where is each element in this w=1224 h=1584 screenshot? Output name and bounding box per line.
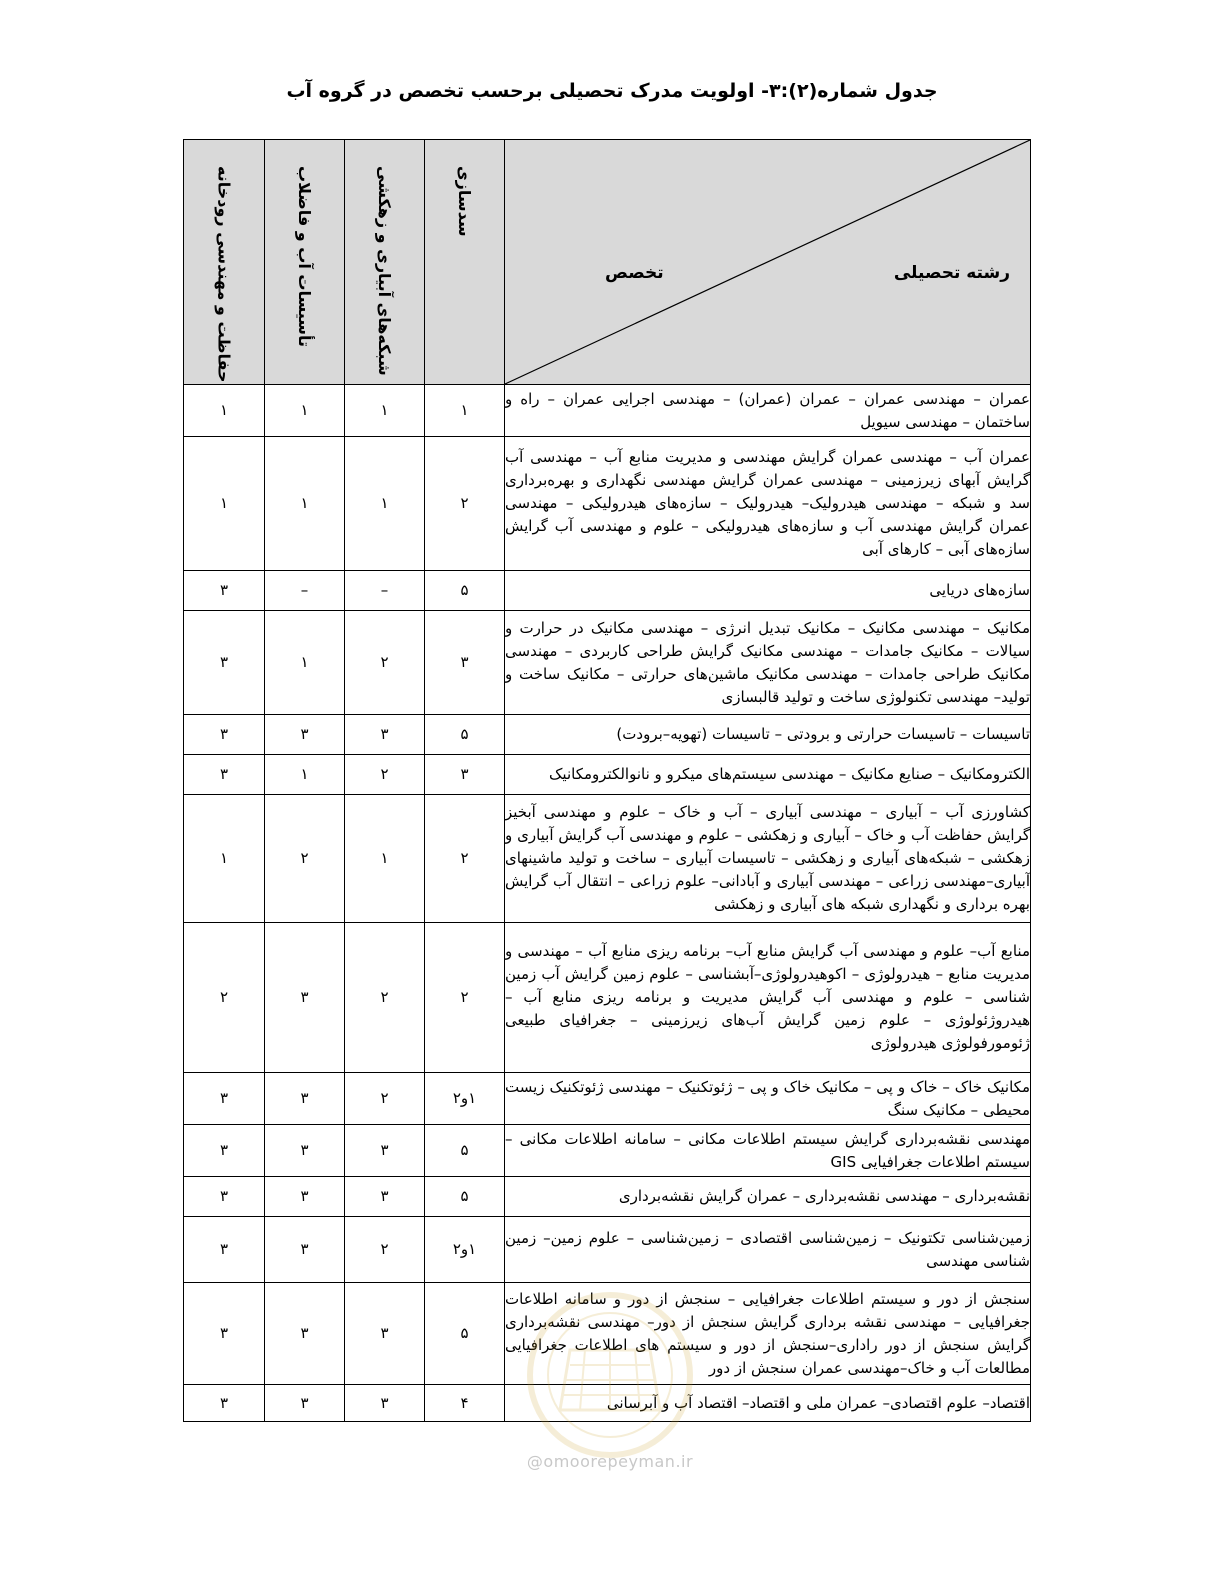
priority-cell: ۱ (345, 795, 425, 923)
field-cell: سنجش از دور و سیستم اطلاعات جغرافیایی – سنجش از دور و سامانه اطلاعات جغرافیایی – مهندسی نقشه برداری گرایش سنجش از دور– مهندسی نقشه‌برداری گرایش سنجش از دور راداری–سنجش از دور و سیستم های اطلاعات جغرافیایی مطالعات آب و خاک–مهندسی عمران سنجش از دور (505, 1283, 1031, 1385)
priority-cell: ۲ (345, 1217, 425, 1283)
priority-cell: – (345, 571, 425, 611)
field-cell: کشاورزی آب – آبیاری – مهندسی آبیاری – آب و خاک – علوم و مهندسی آبخیز گرایش حفاظت آب و خاک – آبیاری و زهکشی – علوم و مهندسی آب گرایش آبیاری و زهکشی – شبکه‌های آبیاری و زهکشی – تاسیسات آبیاری – ساخت و تولید ماشینهای آبیاری–مهندسی زراعی – مهندسی آبیاری و آبادانی– علوم زراعی – انتقال آب گرایش بهره برداری و نگهداری شبکه های آبیاری و زهکشی (505, 795, 1031, 923)
priority-cell: ۳ (345, 1177, 425, 1217)
table-row (184, 795, 1031, 923)
column-header-label: شبکه‌های آبیاری و زهکشی (375, 166, 394, 376)
specialty-label: تخصص (605, 263, 664, 283)
priority-cell: ۱ (184, 385, 265, 437)
field-cell: منابع آب– علوم و مهندسی آب گرایش منابع آب– برنامه ریزی منابع آب – مهندسی و مدیریت منابع – هیدرولوژی – اکوهیدرولوژی–آبشناسی – علوم زمین گرایش آب زمین شناسی – علوم و مهندسی آب گرایش مدیریت و برنامه ریزی منابع آب – هیدروژئولوژی – علوم زمین گرایش آب‌های زیرزمینی – جغرافیای طبیعی ژئومورفولوژی هیدرولوژی (505, 923, 1031, 1073)
priority-cell: ۵ (425, 1283, 505, 1385)
priority-cell: ۳ (184, 1217, 265, 1283)
column-header-irrigation (345, 140, 425, 385)
priority-cell: ۳ (184, 1283, 265, 1385)
priority-cell: ۵ (425, 1125, 505, 1177)
priority-cell: ۳ (265, 1177, 345, 1217)
priority-cell: ۱ (345, 385, 425, 437)
priority-cell: ۳ (265, 1217, 345, 1283)
watermark-logo (500, 1290, 720, 1460)
priority-cell: ۲ (265, 795, 345, 923)
field-cell: عمران – مهندسی عمران – عمران (عمران) – مهندسی اجرایی عمران – راه و ساختمان – مهندسی سیویل (505, 385, 1031, 437)
field-cell: عمران آب – مهندسی عمران گرایش مهندسی و مدیریت منابع آب – مهندسی آب گرایش آبهای زیرزمینی – مهندسی عمران گرایش مهندسی نگهداری و بهره‌برداری سد و شبکه – مهندسی هیدرولیک– هیدرولیک – سازه‌های هیدرولیکی – مهندسی عمران گرایش مهندسی آب و سازه‌های هیدرولیکی – علوم و مهندسی آب گرایش سازه‌های آبی – کارهای آبی (505, 437, 1031, 571)
column-header-label: حفاظت و مهندسی رودخانه (214, 166, 234, 383)
field-cell: اقتصاد– علوم اقتصادی– عمران ملی و اقتصاد– اقتصاد آب و آبرسانی (505, 1385, 1031, 1422)
column-header-label: تأسیسات آب و فاضلاب (295, 166, 314, 348)
table-header-row (184, 140, 1031, 385)
priority-cell: ۲ (425, 437, 505, 571)
column-header-dam (425, 140, 505, 385)
priority-cell: ۲ (345, 611, 425, 715)
table-row (184, 923, 1031, 1073)
watermark-text: @omoorepeyman.ir (526, 1452, 694, 1471)
priority-cell: ۲ (345, 1073, 425, 1125)
field-cell: مهندسی نقشه‌برداری گرایش سیستم اطلاعات مکانی – سامانه اطلاعات مکانی – سیستم اطلاعات جغرافیایی GIS (505, 1125, 1031, 1177)
table-row (184, 385, 1031, 437)
priority-cell: ۴ (425, 1385, 505, 1422)
field-of-study-label: رشته تحصیلی (893, 263, 1010, 283)
priority-cell: ۳ (265, 1125, 345, 1177)
field-cell: زمین‌شناسی تکتونیک – زمین‌شناسی اقتصادی – زمین‌شناسی – علوم زمین– زمین شناسی مهندسی (505, 1217, 1031, 1283)
priority-cell: ۳ (345, 1385, 425, 1422)
priority-cell: ۱ (265, 611, 345, 715)
table-row (184, 611, 1031, 715)
priority-cell: ۳ (184, 1177, 265, 1217)
priority-cell: ۱ (265, 385, 345, 437)
priority-cell: ۳ (184, 1385, 265, 1422)
priority-cell: ۲ (184, 923, 265, 1073)
priority-cell: ۲ (425, 923, 505, 1073)
field-cell: مکانیک – مهندسی مکانیک – مکانیک تبدیل انرژی – مهندسی مکانیک در حرارت و سیالات – مکانیک جامدات – مهندسی مکانیک گرایش طراحی کاربردی – مهندسی مکانیک طراحی جامدات – مهندسی مکانیک ماشین‌های حرارتی – مکانیک ساخت و تولید– مهندسی تکنولوژی ساخت و تولید قالبسازی (505, 611, 1031, 715)
priority-cell: ۱ (265, 755, 345, 795)
priority-cell: ۵ (425, 1177, 505, 1217)
table-row (184, 1073, 1031, 1125)
priority-cell: ۱ (184, 437, 265, 571)
priority-cell: ۱و۲ (425, 1073, 505, 1125)
priority-cell: ۵ (425, 715, 505, 755)
table-row (184, 755, 1031, 795)
priority-cell: ۳ (184, 611, 265, 715)
priority-cell: ۳ (184, 1073, 265, 1125)
field-cell: سازه‌های دریایی (505, 571, 1031, 611)
priority-cell: ۱ (184, 795, 265, 923)
column-header-water-facilities (265, 140, 345, 385)
priority-cell: ۳ (184, 755, 265, 795)
priority-cell: ۳ (265, 1073, 345, 1125)
field-cell: نقشه‌برداری – مهندسی نقشه‌برداری – عمران گرایش نقشه‌برداری (505, 1177, 1031, 1217)
table-row (184, 571, 1031, 611)
priority-cell: ۳ (265, 1385, 345, 1422)
field-cell: تاسیسات – تاسیسات حرارتی و برودتی – تاسیسات (تهویه–برودت) (505, 715, 1031, 755)
field-cell: الکترومکانیک – صنایع مکانیک – مهندسی سیستم‌های میکرو و نانوالکترومکانیک (505, 755, 1031, 795)
priority-cell: – (265, 571, 345, 611)
priority-cell: ۳ (345, 1283, 425, 1385)
column-header-river-engineering (184, 140, 265, 385)
priority-cell: ۳ (184, 571, 265, 611)
priority-cell: ۲ (425, 795, 505, 923)
priority-cell: ۳ (345, 715, 425, 755)
priority-cell: ۳ (184, 1125, 265, 1177)
table-row (184, 437, 1031, 571)
priority-table (183, 139, 1031, 1422)
priority-cell: ۵ (425, 571, 505, 611)
priority-cell: ۳ (425, 755, 505, 795)
table-row (184, 1125, 1031, 1177)
priority-cell: ۱و۲ (425, 1217, 505, 1283)
priority-cell: ۳ (265, 715, 345, 755)
field-specialty-header (505, 140, 1031, 385)
priority-cell: ۲ (345, 755, 425, 795)
priority-cell: ۱ (345, 437, 425, 571)
priority-cell: ۳ (345, 1125, 425, 1177)
column-header-label: سدسازی (455, 166, 474, 237)
table-row (184, 1217, 1031, 1283)
priority-cell: ۱ (265, 437, 345, 571)
page-title: جدول شماره(۲):۳- اولویت مدرک تحصیلی برحسب تخصص در گروه آب (286, 80, 938, 102)
priority-cell: ۲ (345, 923, 425, 1073)
table-row (184, 715, 1031, 755)
priority-cell: ۳ (265, 1283, 345, 1385)
priority-cell: ۳ (265, 923, 345, 1073)
priority-cell: ۳ (184, 715, 265, 755)
priority-cell: ۱ (425, 385, 505, 437)
table-row (184, 1177, 1031, 1217)
field-cell: مکانیک خاک – خاک و پی – مکانیک خاک و پی – ژئوتکنیک – مهندسی ژئوتکنیک زیست محیطی – مکانیک سنگ (505, 1073, 1031, 1125)
priority-cell: ۳ (425, 611, 505, 715)
